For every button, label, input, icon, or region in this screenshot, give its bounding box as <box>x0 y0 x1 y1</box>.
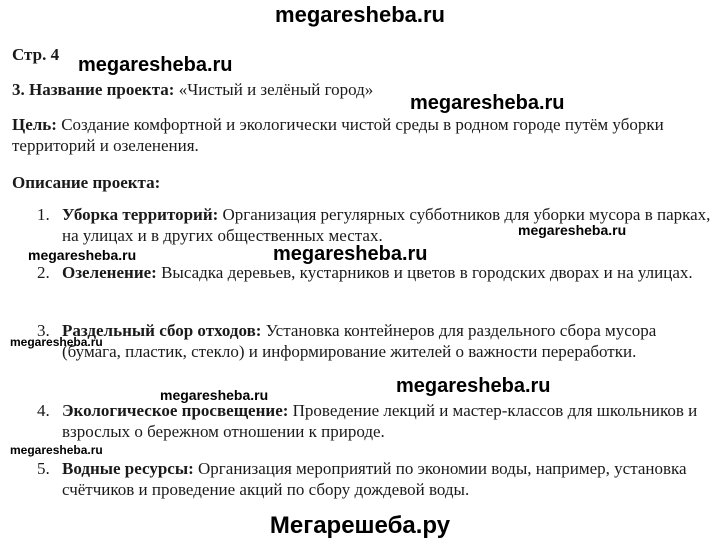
watermark: megaresheba.ru <box>396 375 551 397</box>
item-title: Озеленение: <box>62 263 157 282</box>
project-name: «Чистый и зелёный город» <box>178 80 374 99</box>
description-title: Описание проекта: <box>12 173 161 192</box>
page-reference: Стр. 4 <box>12 45 60 64</box>
item-text: Организация регулярных субботников для уборки мусора в парках, на улицах и в других общественных местах. <box>62 205 711 245</box>
item-number: 1. <box>37 205 50 224</box>
item-text: Проведение лекций и мастер-классов для школьников и взрослых о бережном отношении к природе. <box>62 401 698 441</box>
item-number: 2. <box>37 263 50 282</box>
goal-label: Цель: <box>12 115 57 134</box>
item-title: Экологическое просвещение: <box>62 401 289 420</box>
goal-paragraph <box>12 114 702 156</box>
site-footer: Мегарешеба.ру <box>269 512 451 539</box>
watermark: megaresheba.ru <box>518 222 627 238</box>
item-text: Установка контейнеров для раздельного сбора мусора (бумага, пластик, стекло) и информирование жителей о важности переработки. <box>62 321 657 361</box>
item-title: Водные ресурсы: <box>62 459 194 478</box>
project-label: 3. Название проекта: <box>12 80 175 99</box>
site-header: megaresheba.ru <box>275 2 445 27</box>
watermark: megaresheba.ru <box>10 335 103 349</box>
item-title: Раздельный сбор отходов: <box>62 321 262 340</box>
watermark: megaresheba.ru <box>410 92 565 114</box>
watermark: megaresheba.ru <box>10 443 103 457</box>
item-text: Высадка деревьев, кустарников и цветов в городских дворах и на улицах. <box>161 263 693 282</box>
watermark: megaresheba.ru <box>28 247 137 263</box>
project-title <box>12 79 373 100</box>
item-title: Уборка территорий: <box>62 205 219 224</box>
item-number: 5. <box>37 459 50 478</box>
watermark: megaresheba.ru <box>78 54 233 76</box>
item-number: 4. <box>37 401 50 420</box>
goal-text: Создание комфортной и экологически чистой среды в родном городе путём уборки территорий и озеленения. <box>12 115 664 155</box>
item-text: Организация мероприятий по экономии воды, например, установка счётчиков и проведение акций по сбору дождевой воды. <box>62 459 687 499</box>
watermark: megaresheba.ru <box>273 243 428 265</box>
watermark: megaresheba.ru <box>160 387 269 403</box>
item-number: 3. <box>37 321 50 340</box>
